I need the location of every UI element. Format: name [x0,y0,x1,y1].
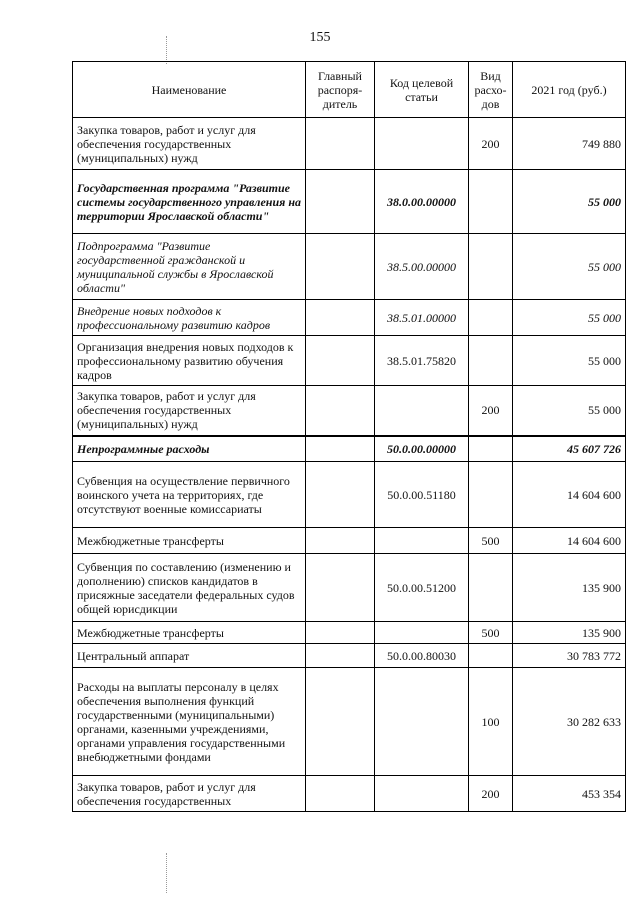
cell-code: 50.0.00.80030 [375,644,469,668]
cell-admin [306,336,375,386]
cell-name: Подпрограмма "Развитие государственной гражданской и муниципальной службы в Ярославской области" [73,234,306,300]
cell-admin [306,528,375,554]
cell-kind [469,554,513,622]
cell-admin [306,436,375,462]
table-row [73,668,626,776]
cell-code [375,386,469,436]
table-row [73,436,626,462]
cell-name: Межбюджетные трансферты [73,528,306,554]
cell-amount: 55 000 [513,170,626,234]
table-header-row [73,62,626,118]
cell-code: 38.5.00.00000 [375,234,469,300]
cell-name: Внедрение новых подходов к профессиональному развитию кадров [73,300,306,336]
cell-code: 50.0.00.51180 [375,462,469,528]
table-row [73,644,626,668]
cell-admin [306,776,375,812]
cell-amount: 14 604 600 [513,462,626,528]
table-row [73,462,626,528]
table-row [73,554,626,622]
cell-code: 50.0.00.51200 [375,554,469,622]
cell-kind [469,234,513,300]
cell-admin [306,386,375,436]
table-row [73,336,626,386]
cell-kind: 200 [469,118,513,170]
header-name: Наименование [73,62,306,118]
cell-code [375,118,469,170]
cell-amount: 55 000 [513,234,626,300]
scan-artifact-bottom [166,853,167,893]
cell-name: Межбюджетные трансферты [73,622,306,644]
cell-code [375,528,469,554]
cell-code [375,668,469,776]
table-row [73,234,626,300]
table-row [73,386,626,436]
cell-admin [306,668,375,776]
cell-code: 38.5.01.75820 [375,336,469,386]
cell-kind: 500 [469,528,513,554]
cell-amount: 55 000 [513,300,626,336]
table-row [73,170,626,234]
cell-name: Субвенция по составлению (изменению и дополнению) списков кандидатов в присяжные заседатели федеральных судов общей юрисдикции [73,554,306,622]
cell-amount: 45 607 726 [513,436,626,462]
cell-amount: 30 783 772 [513,644,626,668]
cell-admin [306,300,375,336]
budget-table [72,61,626,812]
cell-amount: 135 900 [513,554,626,622]
cell-name: Субвенция на осуществление первичного воинского учета на территориях, где отсутствуют военные комиссариаты [73,462,306,528]
table-row [73,622,626,644]
cell-name: Центральный аппарат [73,644,306,668]
cell-admin [306,462,375,528]
cell-amount: 453 354 [513,776,626,812]
cell-amount: 749 880 [513,118,626,170]
cell-kind: 100 [469,668,513,776]
header-amount: 2021 год (руб.) [513,62,626,118]
cell-kind [469,336,513,386]
cell-code [375,622,469,644]
cell-amount: 30 282 633 [513,668,626,776]
cell-kind: 200 [469,776,513,812]
cell-admin [306,170,375,234]
cell-name: Организация внедрения новых подходов к профессиональному развитию обучения кадров [73,336,306,386]
cell-kind [469,644,513,668]
cell-amount: 14 604 600 [513,528,626,554]
cell-kind [469,462,513,528]
cell-name: Закупка товаров, работ и услуг для обеспечения государственных (муниципальных) нужд [73,386,306,436]
cell-kind: 500 [469,622,513,644]
cell-admin [306,554,375,622]
cell-name: Непрограммные расходы [73,436,306,462]
table-row [73,300,626,336]
cell-admin [306,234,375,300]
header-admin: Главный распоря-дитель [306,62,375,118]
cell-kind: 200 [469,386,513,436]
cell-name: Государственная программа "Развитие системы государственного управления на территории Ярославской области" [73,170,306,234]
header-code: Код целевой статьи [375,62,469,118]
cell-name: Закупка товаров, работ и услуг для обеспечения государственных [73,776,306,812]
cell-code [375,776,469,812]
cell-name: Закупка товаров, работ и услуг для обеспечения государственных (муниципальных) нужд [73,118,306,170]
cell-kind [469,170,513,234]
cell-admin [306,622,375,644]
page-number: 155 [309,30,331,45]
header-kind: Вид расхо-дов [469,62,513,118]
cell-name: Расходы на выплаты персоналу в целях обеспечения выполнения функций государственными (муниципальными) органами, казенными учреждениями, органами управления государственными внебюджетными фондами [73,668,306,776]
cell-kind [469,300,513,336]
cell-code: 50.0.00.00000 [375,436,469,462]
table-row [73,528,626,554]
cell-amount: 135 900 [513,622,626,644]
table-row [73,776,626,812]
cell-admin [306,118,375,170]
table-row [73,118,626,170]
cell-kind [469,436,513,462]
cell-amount: 55 000 [513,386,626,436]
cell-code: 38.5.01.00000 [375,300,469,336]
cell-admin [306,644,375,668]
scan-artifact-top [166,36,167,64]
cell-code: 38.0.00.00000 [375,170,469,234]
cell-amount: 55 000 [513,336,626,386]
